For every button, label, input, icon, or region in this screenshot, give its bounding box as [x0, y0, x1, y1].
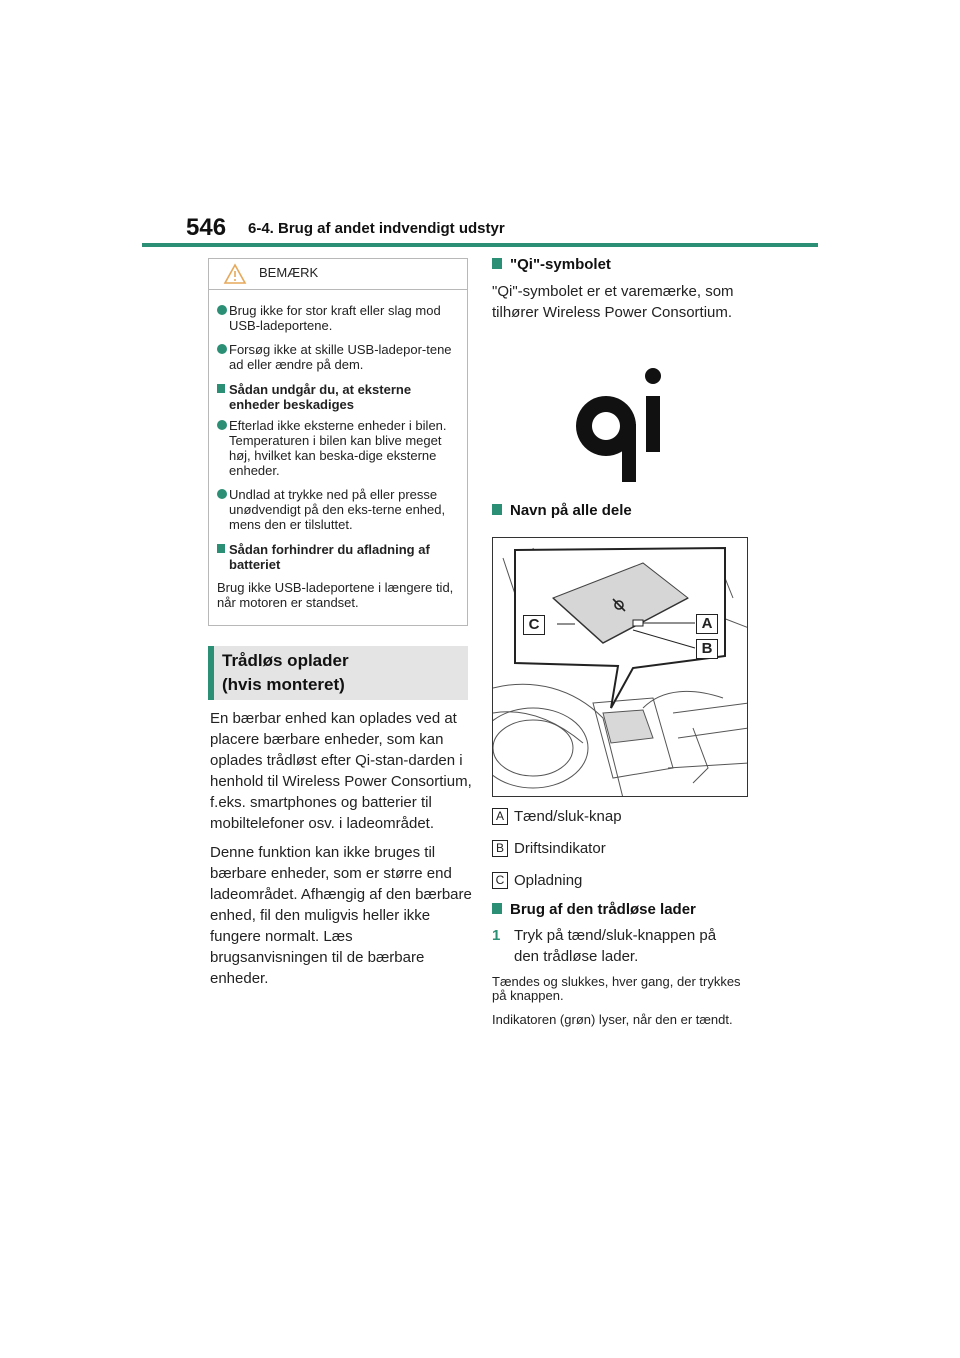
- step-text: Tryk på tænd/sluk-knappen på den trådløse lader.: [514, 927, 717, 965]
- qi-logo: [576, 366, 666, 484]
- bullet-icon: [217, 344, 227, 354]
- bullet-icon: [217, 420, 227, 430]
- step-number: 1: [492, 927, 501, 944]
- paragraph: Denne funktion kan ikke bruges til bærbare enheder, som er større end ladeområdet. Afhængig af den bærbare enhed, fil den muligvis heller ikke fungere normalt. Læs brugsanvisningen til de bærbare enheder.: [210, 844, 472, 987]
- notice-subheading: Sådan undgår du, at eksterne enheder beskadiges: [217, 382, 459, 412]
- body-text: [210, 708, 472, 997]
- section-heading: [208, 646, 468, 700]
- parts-heading: Navn på alle dele: [492, 502, 632, 519]
- header-divider: [142, 243, 818, 247]
- paragraph: En bærbar enhed kan oplades ved at placere bærbare enheder, som kan oplades trådløst efter Qi-stan-darden i henhold til Wireless Power Consortium, f.eks. smartphones og batterier til mobiltelefoner osv. i ladeområdet.: [210, 710, 472, 832]
- legend-item-c: C Opladning: [492, 872, 582, 889]
- power-switch-icon: [633, 620, 643, 626]
- square-bullet-icon: [217, 544, 225, 553]
- usage-note: Tændes og slukkes, hver gang, der trykkes på knappen.: [492, 974, 741, 1003]
- square-bullet-icon: [492, 504, 502, 515]
- notice-title: BEMÆRK: [259, 265, 319, 280]
- chapter-title: 6-4. Brug af andet indvendigt udstyr: [248, 220, 505, 237]
- legend-item-a: A Tænd/sluk-knap: [492, 808, 622, 825]
- notice-item: Brug ikke for stor kraft eller slag mod USB-ladeportene.: [217, 303, 459, 333]
- charger-illustration: [493, 538, 748, 797]
- label-a: A: [696, 614, 718, 634]
- qi-text: "Qi"-symbolet er et varemærke, som tilhører Wireless Power Consortium.: [492, 283, 734, 321]
- qi-heading: "Qi"-symbolet: [492, 256, 611, 273]
- usage-heading: Brug af den trådløse lader: [492, 901, 696, 918]
- wireless-charger-diagram: [492, 537, 748, 797]
- square-bullet-icon: [217, 384, 225, 393]
- section-title-line2: (hvis monteret): [222, 675, 345, 694]
- notice-subheading: Sådan forhindrer du afladning af batteriet: [217, 542, 459, 572]
- notice-item: Undlad at trykke ned på eller presse unødvendigt på den eks-terne enhed, mens den er tilsluttet.: [217, 487, 459, 532]
- notice-text: Brug ikke USB-ladeportene i længere tid, når motoren er standset.: [217, 580, 454, 610]
- notice-item: Forsøg ikke at skille USB-ladepor-tene ad eller ændre på dem.: [217, 342, 459, 372]
- label-b: B: [696, 639, 718, 659]
- bullet-icon: [217, 305, 227, 315]
- square-bullet-icon: [492, 903, 502, 914]
- section-title-line1: Trådløs oplader: [222, 651, 349, 670]
- warning-icon: [223, 263, 247, 285]
- notice-box: [208, 258, 468, 626]
- bullet-icon: [217, 489, 227, 499]
- notice-item: Efterlad ikke eksterne enheder i bilen. Temperaturen i bilen kan blive meget høj, hvilket kan beska-dige eksterne enheder.: [217, 418, 459, 478]
- square-bullet-icon: [492, 258, 502, 269]
- page-number: 546: [186, 214, 227, 241]
- legend-item-b: B Driftsindikator: [492, 840, 606, 857]
- label-c: C: [523, 615, 545, 635]
- notice-header: [209, 259, 467, 290]
- usage-note: Indikatoren (grøn) lyser, når den er tændt.: [492, 1012, 733, 1027]
